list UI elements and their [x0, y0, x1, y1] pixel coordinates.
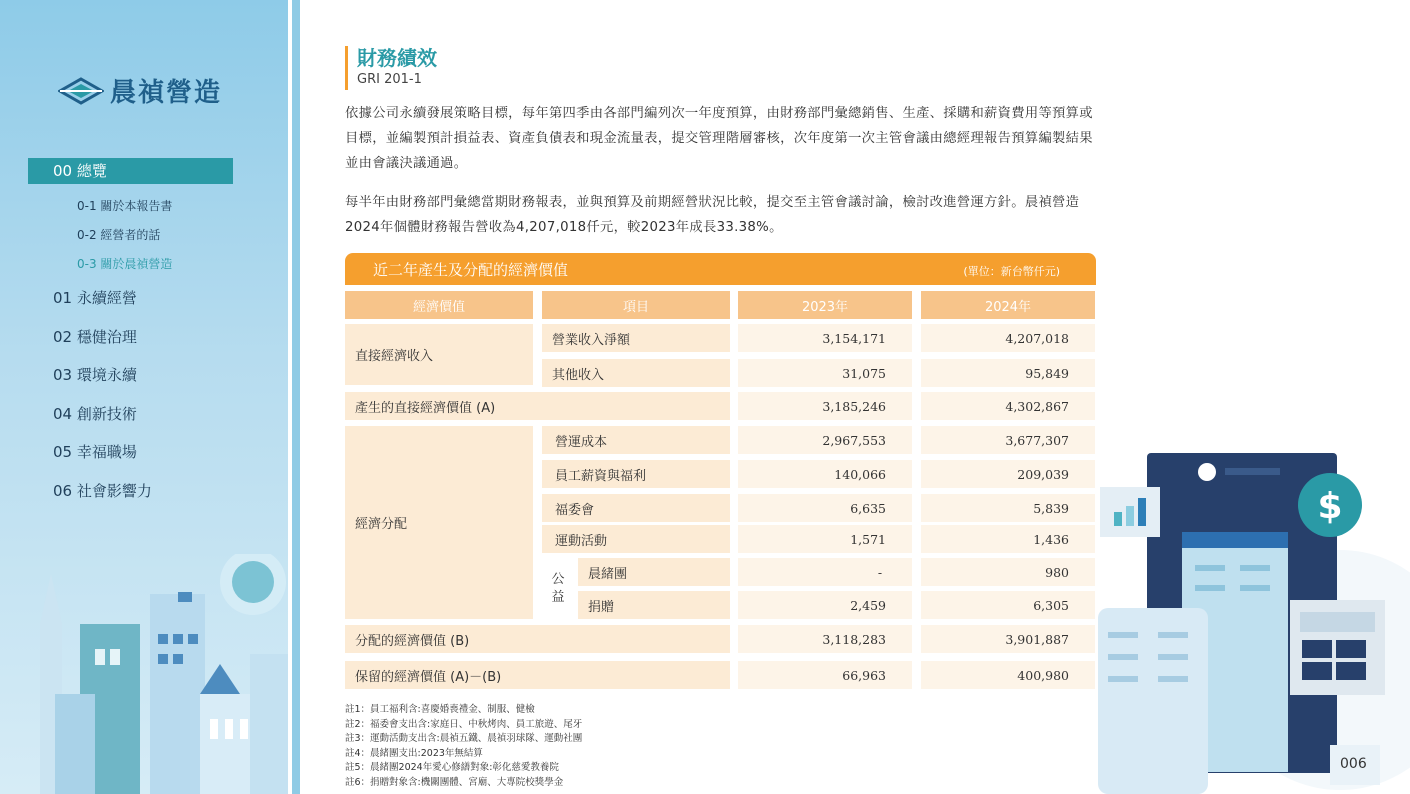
svg-text:$: $: [1317, 486, 1343, 527]
nav-item-workplace[interactable]: 05 幸福職場: [53, 443, 137, 461]
cell-sports-2024: 1,436: [921, 525, 1095, 553]
nav-item-governance[interactable]: 02 穩健治理: [53, 327, 137, 346]
footnote: 註1：員工福利含:喜慶婚喪禮金、制服、健檢: [345, 704, 535, 715]
row-label-chenxu: 晨緒團: [578, 558, 730, 586]
table-title: 近二年產生及分配的經濟價值: [373, 261, 569, 279]
nav-sub-about-company[interactable]: 0-3 關於晨禎營造: [77, 257, 173, 271]
nav-item-social-impact[interactable]: 06 社會影響力: [53, 481, 152, 500]
cell-sports-2023: 1,571: [738, 525, 912, 553]
logo-text: 晨禎營造: [110, 78, 223, 108]
nav-menu: [0, 158, 288, 510]
col-header-item: 項目: [542, 291, 730, 319]
sidebar-divider: [292, 0, 300, 794]
nav-sub-ceo-message[interactable]: 0-2 經營者的話: [77, 228, 161, 242]
cell-distributed-2023: 3,118,283: [738, 625, 912, 653]
col-header-value: 經濟價值: [345, 291, 533, 319]
col-header-2023: 2023年: [738, 291, 912, 319]
cell-chenxu-2024: 980: [921, 558, 1095, 586]
paragraph-budget: 依據公司永續發展策略目標，每年第四季由各部門編列次一年度預算，由財務部門彙總銷售、生產、採購和薪資費用等預算或目標，並編製預計損益表、資產負債表和現金流量表，提交管理階層審核，次年度第一次主管會議由總經理報告預算編製結果並由會議決議通過。: [345, 106, 1093, 171]
page-title: 財務績效: [357, 46, 437, 70]
cell-generated-2024: 4,302,867: [921, 392, 1095, 420]
cell-welfare-2024: 5,839: [921, 494, 1095, 522]
cell-other-income-2023: 31,075: [738, 359, 912, 387]
row-label-revenue-net: 營業收入淨額: [542, 324, 730, 352]
row-label-salary: 員工薪資與福利: [542, 460, 730, 488]
cell-salary-2023: 140,066: [738, 460, 912, 488]
cell-welfare-2023: 6,635: [738, 494, 912, 522]
cell-retained-2024: 400,980: [921, 661, 1095, 689]
row-label-other-income: 其他收入: [542, 359, 730, 387]
gongyi-char-1: 公: [551, 571, 565, 587]
cell-other-income-2024: 95,849: [921, 359, 1095, 387]
cell-generated-2023: 3,185,246: [738, 392, 912, 420]
row-label-op-cost: 營運成本: [542, 426, 730, 454]
row-label-generated: 產生的直接經濟價值 (A): [345, 392, 730, 420]
logo-mark-icon: [58, 77, 104, 105]
row-label-distributed: 分配的經濟價值 (B): [345, 625, 730, 653]
page-number: 006: [1340, 756, 1367, 772]
nav-item-environment[interactable]: 03 環境永續: [53, 366, 137, 384]
nav-item-overview[interactable]: 00 總覽: [28, 158, 233, 184]
cell-op-cost-2024: 3,677,307: [921, 426, 1095, 454]
sidebar: [0, 0, 288, 794]
col-header-2024: 2024年: [921, 291, 1095, 319]
cell-retained-2023: 66,963: [738, 661, 912, 689]
footnotes: [345, 703, 582, 790]
row-label-retained: 保留的經濟價值 (A)－(B): [345, 661, 730, 689]
cell-donation-2024: 6,305: [921, 591, 1095, 619]
paragraph-review: 每半年由財務部門彙總當期財務報表，並與預算及前期經營狀況比較，提交至主管會議討論，檢討改進營運方針。晨禎營造2024年個體財務報告營收為4,207,018仟元，較2023年成長33.38%。: [345, 195, 1080, 235]
cell-distributed-2024: 3,901,887: [921, 625, 1095, 653]
nav-sub-about-report[interactable]: 0-1 關於本報告書: [77, 199, 173, 213]
row-label-donation: 捐贈: [578, 591, 730, 619]
gri-code: GRI 201-1: [357, 72, 422, 87]
cell-salary-2024: 209,039: [921, 460, 1095, 488]
cell-chenxu-2023: -: [738, 558, 912, 586]
cell-revenue-net-2024: 4,207,018: [921, 324, 1095, 352]
cell-donation-2023: 2,459: [738, 591, 912, 619]
footnote: 註4：晨緒團支出:2023年無結算: [345, 747, 483, 759]
cell-revenue-net-2023: 3,154,171: [738, 324, 912, 352]
city-illustration: [0, 554, 288, 794]
cell-op-cost-2023: 2,967,553: [738, 426, 912, 454]
section-heading: [345, 46, 437, 90]
group-public-welfare: [542, 558, 574, 619]
table-unit: (單位：新台幣仟元): [963, 265, 1060, 278]
row-label-sports: 運動活動: [542, 525, 730, 553]
table-header-bar: [345, 253, 1096, 285]
footnote: 註3：運動活動支出含:晨禎五鐵、晨禎羽球隊、運動社團: [345, 733, 583, 744]
finance-illustration: [1090, 440, 1410, 794]
group-distribution: 經濟分配: [345, 426, 533, 619]
gongyi-char-2: 益: [551, 589, 565, 605]
company-logo: [58, 72, 222, 109]
row-label-welfare: 福委會: [542, 494, 730, 522]
nav-item-sustainable-operation[interactable]: 01 永續經營: [53, 289, 137, 307]
footnote: 註6：捐贈對象含:機關團體、宮廟、大專院校獎學金: [345, 776, 564, 788]
nav-item-innovation[interactable]: 04 創新技術: [53, 404, 137, 423]
group-direct-revenue: 直接經濟收入: [345, 324, 533, 385]
footnote: 註2：福委會支出含:家庭日、中秋烤肉、員工旅遊、尾牙: [345, 718, 583, 730]
footnote: 註5：晨緒團2024年愛心修繕對象:彰化慈愛教養院: [345, 762, 559, 773]
